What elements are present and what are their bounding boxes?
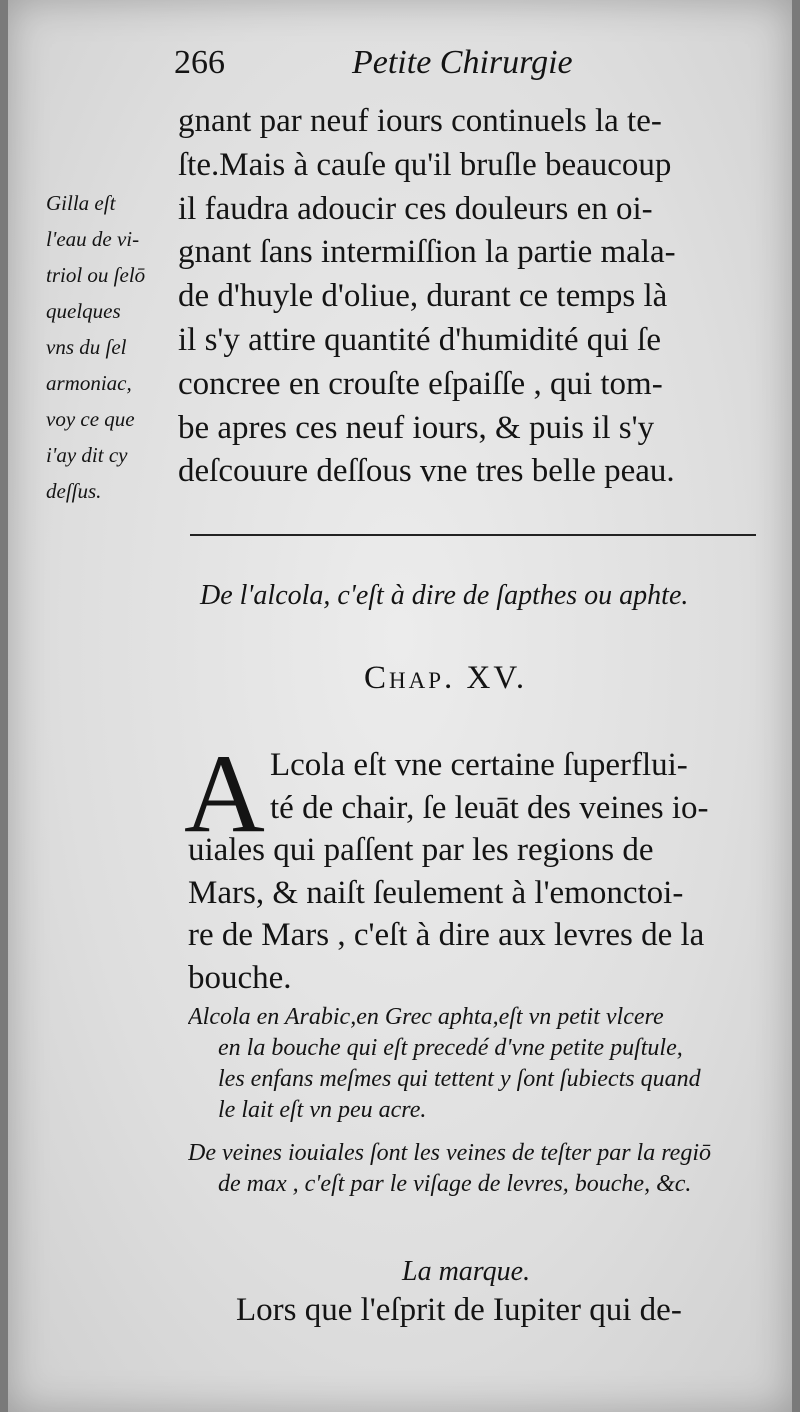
page-number: 266	[174, 44, 225, 81]
marginal-note-line: i'ay dit cy	[46, 443, 128, 467]
main-text-line: il faudra adoucir ces douleurs en oi-	[178, 190, 653, 227]
book-page	[8, 0, 792, 1412]
main-text-line: de d'huyle d'oliue, durant ce temps là	[178, 278, 668, 315]
main-text-line: gnant ſans intermiſſion la partie mala-	[178, 234, 676, 271]
running-title: Petite Chirurgie	[352, 44, 573, 81]
annotation-line: Alcola en Arabic,en Grec aphta,eſt vn petit vlcere	[188, 1004, 664, 1030]
main-text-line: ſte.Mais à cauſe qu'il bruſle beaucoup	[178, 146, 672, 183]
main-text-line: concree en crouſte eſpaiſſe , qui tom-	[178, 365, 663, 402]
annotation-line: De veines iouiales ſont les veines de teſter par la regiō	[188, 1140, 711, 1166]
marginal-note-line: vns du ſel	[46, 335, 127, 359]
marginal-note	[46, 185, 186, 509]
annotation-alcola	[188, 1002, 778, 1126]
marginal-note-line: Gilla eſt	[46, 191, 116, 215]
chapter-text-line: té de chair, ſe leuāt des veines io-	[270, 789, 709, 826]
main-text-block	[178, 100, 758, 494]
main-text-line: be apres ces neuf iours, & puis il s'y	[178, 409, 655, 446]
main-text-line: gnant par neuf iours continuels la te-	[178, 103, 662, 139]
marginal-note-line: deſſus.	[46, 479, 102, 503]
annotation-veines	[188, 1138, 778, 1200]
marginal-note-line: triol ou ſelō	[46, 263, 146, 287]
section-title: De l'alcola, c'eſt à dire de ſapthes ou aphte.	[200, 580, 689, 611]
section-divider	[190, 534, 756, 536]
chapter-text-line: Mars, & naiſt ſeulement à l'emonctoi-	[188, 874, 684, 911]
chapter-heading: Chap. XV.	[364, 660, 528, 696]
main-text-line: il s'y attire quantité d'humidité qui ſe	[178, 321, 661, 358]
chapter-text-line: bouche.	[188, 959, 292, 996]
marginal-note-line: armoniac,	[46, 371, 132, 395]
marginal-note-line: quelques	[46, 299, 121, 323]
continuation-line: Lors que l'eſprit de Iupiter qui de-	[236, 1292, 682, 1328]
chapter-text-line: Lcola eſt vne certaine ſuperflui-	[270, 747, 688, 783]
chapter-text-block	[188, 744, 768, 999]
marginal-note-line: voy ce que	[46, 407, 135, 431]
annotation-line: le lait eſt vn peu acre.	[218, 1097, 427, 1123]
drop-cap: A	[184, 732, 265, 856]
annotation-line: les enfans meſmes qui tettent y ſont ſubiects quand	[218, 1066, 701, 1092]
chapter-text-line: uiales qui paſſent par les regions de	[188, 832, 654, 868]
subheading: La marque.	[402, 1256, 531, 1287]
main-text-line: deſcouure deſſous vne tres belle peau.	[178, 453, 675, 490]
annotation-line: de max , c'eſt par le viſage de levres, bouche, &c.	[218, 1171, 692, 1197]
annotation-line: en la bouche qui eſt precedé d'vne petite puſtule,	[218, 1035, 683, 1061]
chapter-text-line: re de Mars , c'eſt à dire aux levres de la	[188, 917, 705, 953]
marginal-note-line: l'eau de vi-	[46, 227, 140, 251]
